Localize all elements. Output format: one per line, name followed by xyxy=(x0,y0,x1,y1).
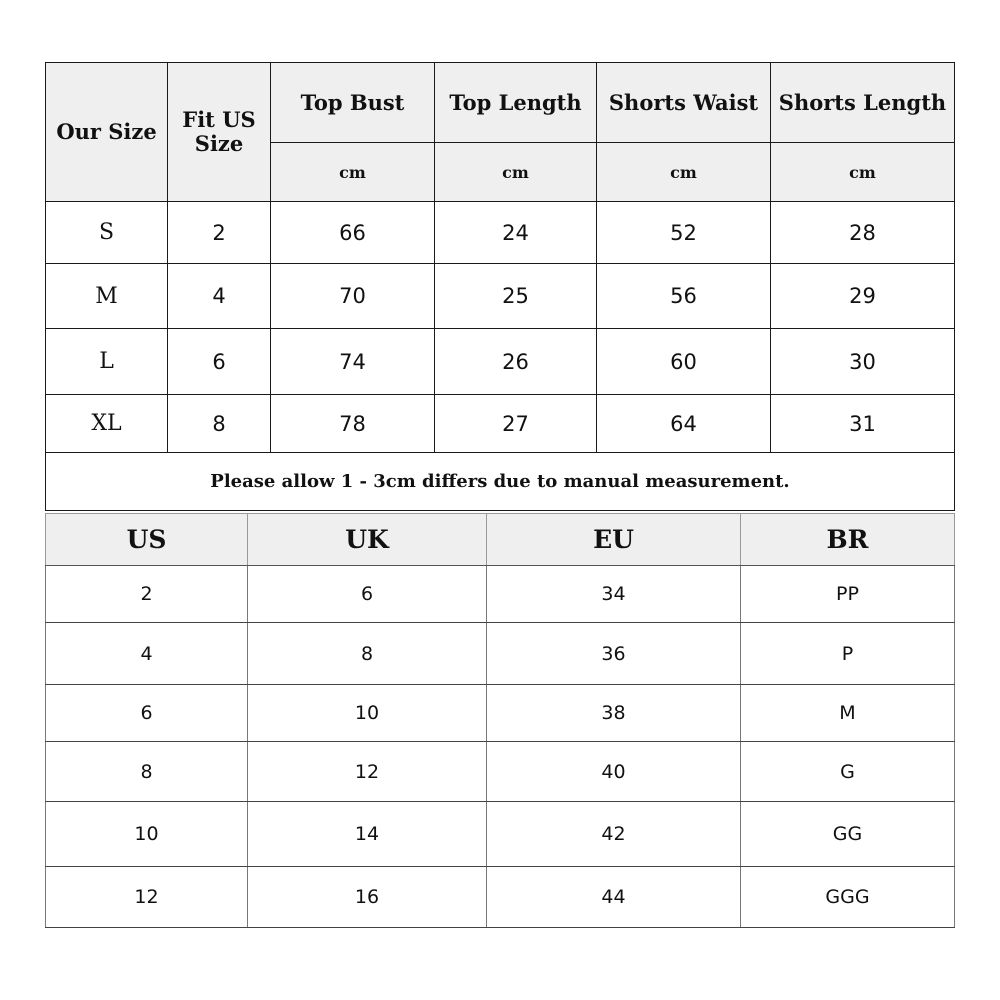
header-top-length: Top Length xyxy=(435,63,597,143)
cell-size: M xyxy=(46,264,168,329)
cell-eu: 34 xyxy=(487,566,741,623)
cell-us: 10 xyxy=(46,802,248,867)
cell-shorts-waist: 52 xyxy=(597,202,771,264)
table-row xyxy=(46,802,955,867)
cell-eu: 44 xyxy=(487,867,741,928)
cell-br: PP xyxy=(741,566,955,623)
cell-us: 4 xyxy=(46,623,248,685)
cell-br: P xyxy=(741,623,955,685)
cell-eu: 40 xyxy=(487,742,741,802)
cell-uk: 12 xyxy=(248,742,487,802)
cell-uk: 8 xyxy=(248,623,487,685)
cell-eu: 36 xyxy=(487,623,741,685)
table-row xyxy=(46,867,955,928)
size-chart-table xyxy=(45,62,955,511)
cell-us: 2 xyxy=(168,202,271,264)
cell-size: XL xyxy=(46,395,168,453)
cell-us: 6 xyxy=(46,685,248,742)
cell-top-length: 27 xyxy=(435,395,597,453)
header-eu: EU xyxy=(487,514,741,566)
table-row xyxy=(46,685,955,742)
table-row xyxy=(46,623,955,685)
table-row xyxy=(46,264,955,329)
cell-br: GG xyxy=(741,802,955,867)
table-row xyxy=(46,202,955,264)
table-row xyxy=(46,566,955,623)
header-top-bust: Top Bust xyxy=(271,63,435,143)
cell-top-bust: 78 xyxy=(271,395,435,453)
cell-uk: 10 xyxy=(248,685,487,742)
cell-br: GGG xyxy=(741,867,955,928)
cell-us: 2 xyxy=(46,566,248,623)
unit-top-length: cm xyxy=(435,143,597,202)
cell-top-length: 25 xyxy=(435,264,597,329)
header-shorts-length: Shorts Length xyxy=(771,63,955,143)
header-fit-us-size-label: Fit US Size xyxy=(182,107,256,156)
unit-shorts-waist: cm xyxy=(597,143,771,202)
cell-top-length: 26 xyxy=(435,329,597,395)
cell-shorts-length: 31 xyxy=(771,395,955,453)
measurement-note: Please allow 1 - 3cm differs due to manual measurement. xyxy=(46,453,955,511)
table-row xyxy=(46,742,955,802)
cell-shorts-length: 29 xyxy=(771,264,955,329)
cell-top-bust: 74 xyxy=(271,329,435,395)
header-br: BR xyxy=(741,514,955,566)
cell-shorts-length: 28 xyxy=(771,202,955,264)
cell-shorts-length: 30 xyxy=(771,329,955,395)
cell-us: 12 xyxy=(46,867,248,928)
size-conversion-table xyxy=(45,513,955,928)
cell-size: S xyxy=(46,202,168,264)
cell-top-bust: 70 xyxy=(271,264,435,329)
header-our-size: Our Size xyxy=(46,63,168,202)
cell-br: M xyxy=(741,685,955,742)
cell-us: 8 xyxy=(46,742,248,802)
cell-size: L xyxy=(46,329,168,395)
header-fit-us-size xyxy=(168,63,271,202)
unit-shorts-length: cm xyxy=(771,143,955,202)
cell-uk: 6 xyxy=(248,566,487,623)
header-us: US xyxy=(46,514,248,566)
header-uk: UK xyxy=(248,514,487,566)
cell-top-length: 24 xyxy=(435,202,597,264)
table-row xyxy=(46,395,955,453)
header-shorts-waist: Shorts Waist xyxy=(597,63,771,143)
cell-shorts-waist: 56 xyxy=(597,264,771,329)
cell-uk: 16 xyxy=(248,867,487,928)
cell-us: 4 xyxy=(168,264,271,329)
cell-top-bust: 66 xyxy=(271,202,435,264)
table-row xyxy=(46,329,955,395)
cell-eu: 38 xyxy=(487,685,741,742)
cell-shorts-waist: 60 xyxy=(597,329,771,395)
unit-top-bust: cm xyxy=(271,143,435,202)
cell-uk: 14 xyxy=(248,802,487,867)
cell-shorts-waist: 64 xyxy=(597,395,771,453)
cell-br: G xyxy=(741,742,955,802)
cell-us: 8 xyxy=(168,395,271,453)
cell-eu: 42 xyxy=(487,802,741,867)
cell-us: 6 xyxy=(168,329,271,395)
